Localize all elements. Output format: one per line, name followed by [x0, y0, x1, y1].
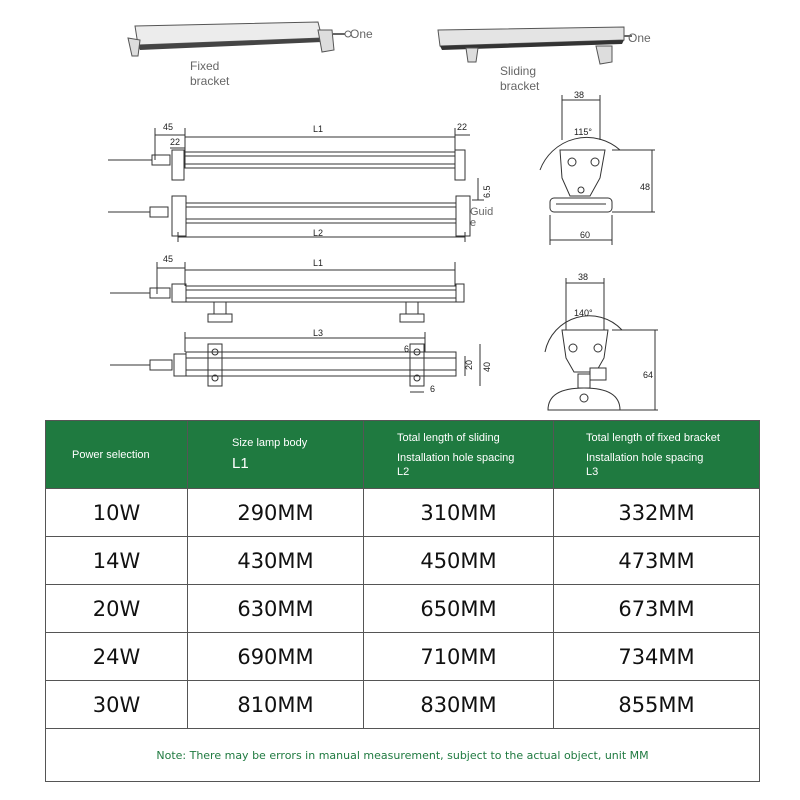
header-l3-line3: L3: [586, 465, 599, 478]
cell-l2: 830MM: [364, 681, 554, 729]
drawing-fixed-front: [110, 262, 464, 322]
side1-base: 60: [580, 230, 591, 240]
table-row: [46, 681, 760, 729]
cell-l1: 810MM: [188, 681, 364, 729]
cell-l2: 710MM: [364, 633, 554, 681]
dim-20: 20: [464, 359, 474, 370]
side1-width: 38: [574, 90, 585, 100]
side2-width: 38: [578, 272, 589, 282]
header-l3: [554, 421, 760, 489]
header-l1: [188, 421, 364, 489]
drawing-sliding-top: [108, 178, 484, 242]
header-l2-line2: Installation hole spacing: [397, 451, 515, 464]
cable-label-left: One: [350, 27, 373, 41]
cell-power: 24W: [46, 633, 188, 681]
table-note-row: [46, 729, 760, 782]
dim-6-a: 6: [404, 344, 410, 354]
cell-power: 20W: [46, 585, 188, 633]
dim-l1-b: L1: [313, 258, 324, 268]
guide-label-1: Guid: [470, 206, 494, 218]
cell-l2: 450MM: [364, 537, 554, 585]
cell-l3: 473MM: [554, 537, 760, 585]
fixed-bracket-lamp-illustration: [128, 22, 351, 56]
cell-l1: 690MM: [188, 633, 364, 681]
table-row: [46, 585, 760, 633]
dim-45-a: 45: [163, 122, 174, 132]
dim-l3: L3: [313, 328, 324, 338]
drawing-fixed-top: [108, 128, 470, 180]
cell-l3: 332MM: [554, 489, 760, 537]
table-row: [46, 537, 760, 585]
table-row: [46, 633, 760, 681]
cell-l1: 430MM: [188, 537, 364, 585]
dim-6-b: 6: [430, 384, 436, 394]
header-l2-line1: Total length of sliding: [397, 431, 500, 444]
dim-l1-a: L1: [313, 124, 324, 134]
header-l2: [364, 421, 554, 489]
cell-l2: 310MM: [364, 489, 554, 537]
cell-l3: 734MM: [554, 633, 760, 681]
cell-power: 10W: [46, 489, 188, 537]
table-note: Note: There may be errors in manual measurement, subject to the actual object, unit MM: [46, 729, 760, 782]
side2-height: 64: [643, 370, 654, 380]
side2-angle: 140°: [574, 308, 593, 318]
cell-l3: 855MM: [554, 681, 760, 729]
side1-height: 48: [640, 182, 651, 192]
dim-22-a: 22: [170, 137, 181, 147]
side1-angle: 115°: [574, 127, 592, 137]
cell-l1: 630MM: [188, 585, 364, 633]
sliding-bracket-label-2: bracket: [500, 79, 540, 93]
side-view-fixed: [540, 95, 655, 245]
dim-l2: L2: [313, 228, 324, 238]
cell-power: 30W: [46, 681, 188, 729]
cell-l3: 673MM: [554, 585, 760, 633]
dim-6-5: 6.5: [482, 185, 492, 198]
drawing-sliding-front: [110, 332, 480, 392]
cell-l1: 290MM: [188, 489, 364, 537]
fixed-bracket-label-2: bracket: [190, 74, 230, 88]
side-view-sliding: [545, 278, 658, 410]
cell-power: 14W: [46, 537, 188, 585]
sliding-bracket-label-1: Sliding: [500, 64, 537, 78]
cell-l2: 650MM: [364, 585, 554, 633]
header-power-text: Power selection: [72, 448, 150, 461]
header-l2-line3: L2: [397, 465, 410, 478]
header-l3-line2: Installation hole spacing: [586, 451, 704, 464]
dim-22-b: 22: [457, 122, 468, 132]
header-l1-line1: Size lamp body: [232, 437, 308, 449]
header-l1-line2: L1: [232, 455, 249, 472]
table-header-row: [46, 421, 760, 489]
cable-label-right: One: [628, 31, 651, 45]
fixed-bracket-label-1: Fixed: [190, 59, 220, 73]
header-power: [46, 421, 188, 489]
header-l3-line1: Total length of fixed bracket: [586, 431, 720, 444]
sliding-bracket-lamp-illustration: [438, 27, 632, 64]
dim-45-b: 45: [163, 254, 174, 264]
dim-40: 40: [482, 361, 492, 372]
spec-table: [45, 420, 760, 782]
guide-label-2: e: [470, 217, 477, 229]
table-row: [46, 489, 760, 537]
